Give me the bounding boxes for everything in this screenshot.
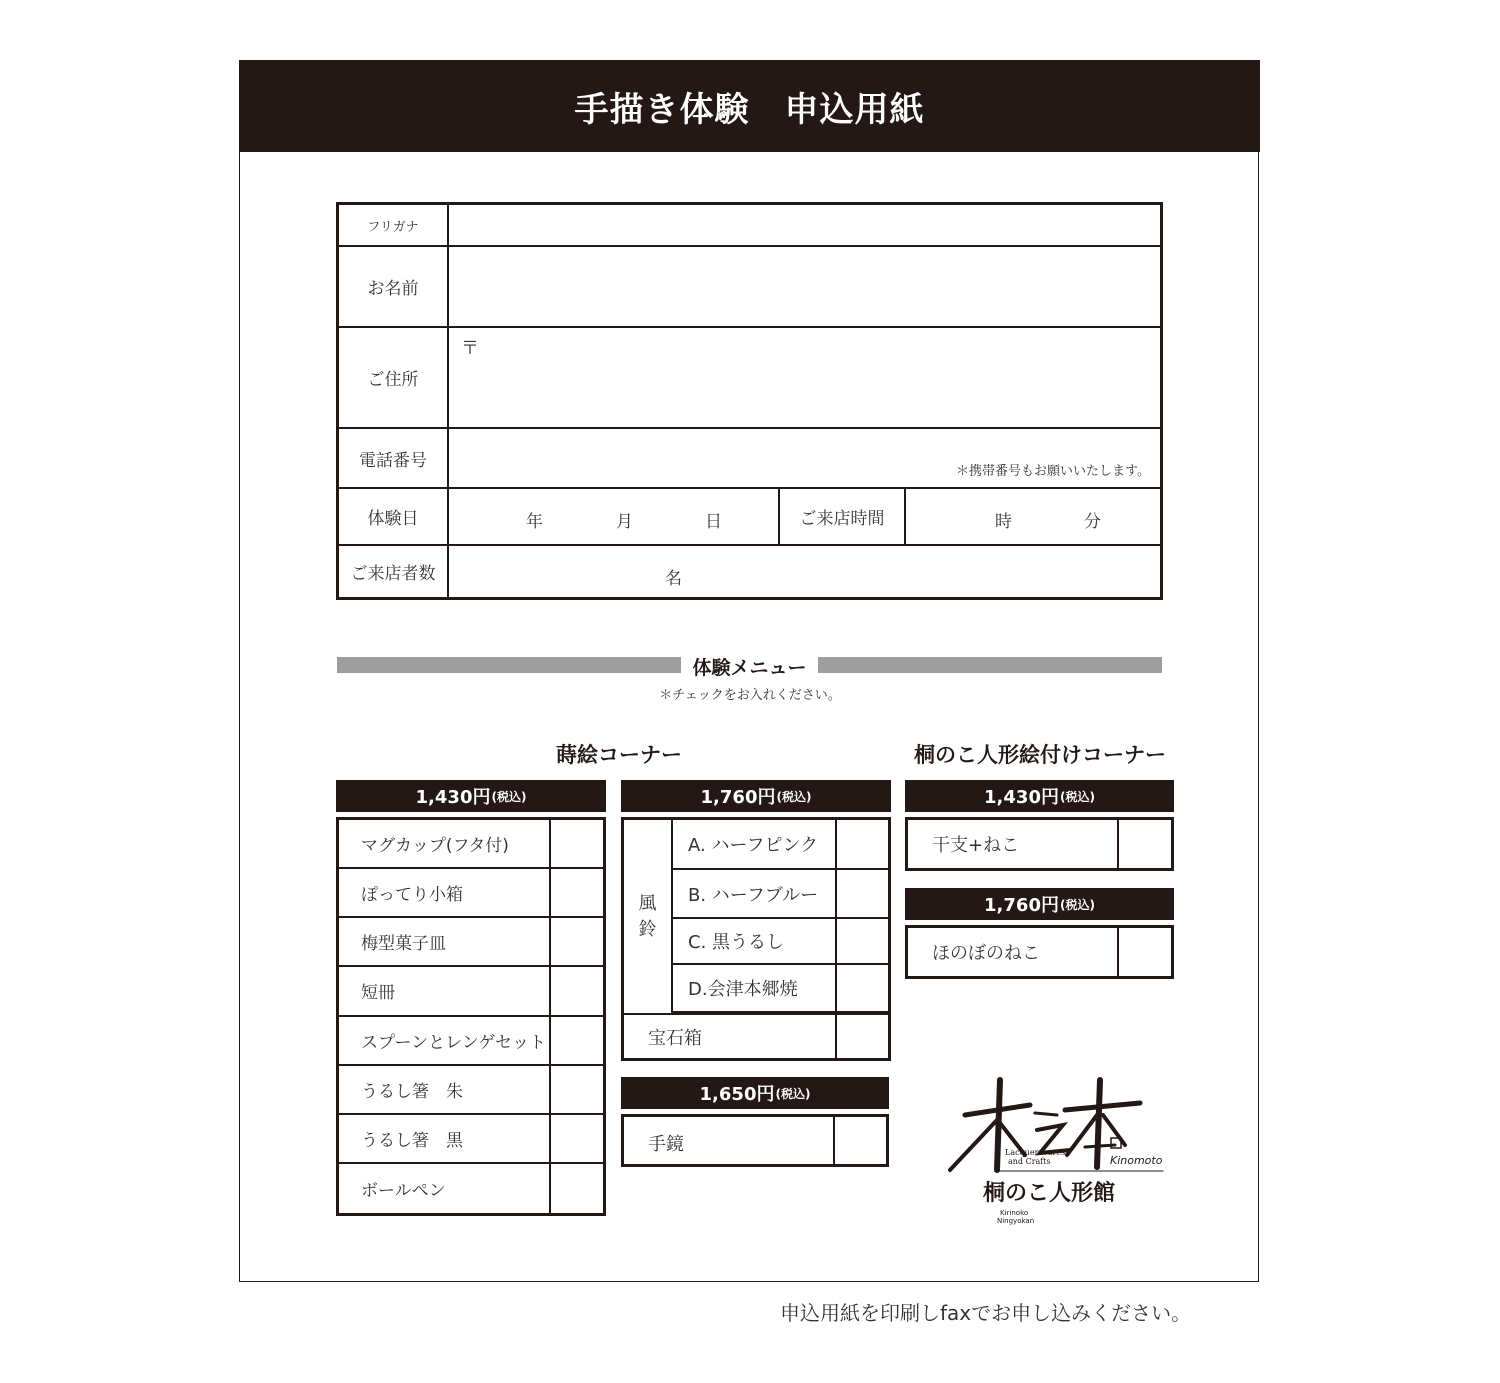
phone-row xyxy=(339,429,1160,489)
checkbox[interactable] xyxy=(549,869,603,916)
checkbox[interactable] xyxy=(835,919,888,963)
item-name: うるし箸 朱 xyxy=(361,1081,463,1102)
makie-1430-list xyxy=(336,817,606,1216)
item-name: 干支+ねこ xyxy=(932,835,1020,856)
checkbox[interactable] xyxy=(549,1017,603,1064)
phone-field[interactable] xyxy=(449,429,1160,487)
price-amount: 1,430円 xyxy=(415,787,491,808)
phone-label: 電話番号 xyxy=(339,429,449,487)
checkbox[interactable] xyxy=(549,1066,603,1113)
persons-unit: 名 xyxy=(665,569,682,589)
month-unit: 月 xyxy=(616,512,633,532)
list-item xyxy=(624,1015,888,1058)
list-item xyxy=(673,965,888,1013)
price-amount: 1,430円 xyxy=(984,787,1059,808)
item-name: 宝石箱 xyxy=(648,1027,702,1049)
item-name: C. 黒うるし xyxy=(688,932,785,953)
name-row xyxy=(339,247,1160,328)
name-field[interactable] xyxy=(449,247,1160,326)
tax-label: (税込) xyxy=(775,1086,811,1101)
page-title: 手描き体験 申込用紙 xyxy=(239,60,1260,152)
tax-label: (税込) xyxy=(776,789,812,804)
visit-time-field[interactable] xyxy=(906,489,1160,544)
checkbox[interactable] xyxy=(835,820,888,868)
minute-unit: 分 xyxy=(1084,512,1101,532)
checkbox[interactable] xyxy=(835,965,888,1011)
item-name: ぽってり小箱 xyxy=(361,885,463,906)
checkbox[interactable] xyxy=(835,870,888,917)
tax-label: (税込) xyxy=(491,789,527,804)
visitors-row xyxy=(339,546,1160,597)
price-amount: 1,760円 xyxy=(700,787,776,808)
furigana-field[interactable] xyxy=(449,205,1160,245)
museum-romaji-2: Ningyokan xyxy=(997,1217,1035,1225)
list-item xyxy=(673,919,888,965)
date-field[interactable] xyxy=(449,489,779,544)
checkbox[interactable] xyxy=(549,1164,603,1213)
makie-corner-title: 蒔絵コーナー xyxy=(556,743,682,767)
footer-note: 申込用紙を印刷しfaxでお申し込みください。 xyxy=(780,1301,1192,1325)
makie-1650-list xyxy=(621,1114,889,1167)
list-item xyxy=(624,1117,886,1164)
item-name: D.会津本郷焼 xyxy=(688,979,798,1000)
address-field[interactable] xyxy=(449,328,1160,427)
list-item xyxy=(339,1164,603,1213)
logo-romaji: Kinomoto xyxy=(1110,1154,1163,1167)
list-item xyxy=(673,870,888,919)
kinomoto-logo xyxy=(945,1075,1170,1235)
item-name: B. ハーフブルー xyxy=(688,884,819,906)
kirinoko-1760-list xyxy=(905,925,1174,979)
price-amount: 1,760円 xyxy=(984,895,1059,916)
item-name: 手鏡 xyxy=(648,1133,684,1155)
list-item xyxy=(673,820,888,870)
menu-title: 体験メニュー xyxy=(692,657,807,679)
item-name: 短冊 xyxy=(361,983,395,1004)
kirinoko-corner-title: 桐のこ人形絵付けコーナー xyxy=(914,743,1166,767)
list-item xyxy=(339,869,603,918)
furigana-label: フリガナ xyxy=(339,205,449,245)
price-header-1760 xyxy=(905,888,1174,920)
checkbox[interactable] xyxy=(835,1015,888,1058)
menu-note: ＊チェックをお入れください。 xyxy=(659,688,841,703)
visitors-field[interactable] xyxy=(449,546,1160,597)
price-header-1650 xyxy=(621,1077,889,1109)
visit-time-label: ご来店時間 xyxy=(799,509,885,529)
item-name: 梅型菓子皿 xyxy=(361,934,446,955)
list-item xyxy=(339,967,603,1016)
list-item xyxy=(908,928,1171,976)
kirinoko-1430-list xyxy=(905,817,1174,871)
phone-note: ＊携帯番号もお願いいたします。 xyxy=(956,464,1150,479)
checkbox[interactable] xyxy=(833,1117,886,1164)
date-row xyxy=(339,489,1160,546)
item-name: うるし箸 黒 xyxy=(361,1130,463,1151)
visitors-label: ご来店者数 xyxy=(339,546,449,597)
list-item xyxy=(339,1115,603,1164)
list-item xyxy=(339,1066,603,1115)
item-name: ほのぼのねこ xyxy=(932,943,1040,964)
item-name: ボールペン xyxy=(361,1180,446,1201)
list-item xyxy=(339,820,603,869)
tax-label: (税込) xyxy=(1059,789,1095,804)
name-label: お名前 xyxy=(339,247,449,326)
checkbox[interactable] xyxy=(549,967,603,1014)
price-header-1430 xyxy=(336,780,606,812)
postal-mark: 〒 xyxy=(461,338,479,359)
checkbox[interactable] xyxy=(1117,820,1171,868)
date-label: 体験日 xyxy=(339,489,449,544)
address-label: ご住所 xyxy=(339,328,449,427)
applicant-table xyxy=(336,202,1163,600)
price-amount: 1,650円 xyxy=(699,1084,775,1105)
price-header-1430 xyxy=(905,780,1174,812)
furin-label: 風 鈴 xyxy=(624,820,673,1013)
hour-unit: 時 xyxy=(995,512,1012,532)
item-name: スプーンとレンゲセット xyxy=(361,1032,547,1053)
year-unit: 年 xyxy=(526,512,543,532)
logo-icon xyxy=(945,1075,1170,1235)
checkbox[interactable] xyxy=(549,820,603,867)
checkbox[interactable] xyxy=(1117,928,1171,976)
checkbox[interactable] xyxy=(549,1115,603,1162)
makie-1760-list xyxy=(621,817,891,1061)
day-unit: 日 xyxy=(705,512,722,532)
list-item xyxy=(339,1017,603,1066)
logo-tagline-2: and Crafts xyxy=(1008,1157,1051,1166)
price-header-1760 xyxy=(621,780,891,812)
item-name: マグカップ(フタ付) xyxy=(361,836,509,857)
list-item xyxy=(339,918,603,967)
item-name: A. ハーフピンク xyxy=(688,835,819,856)
list-item xyxy=(908,820,1171,868)
address-row xyxy=(339,328,1160,429)
furigana-row xyxy=(339,205,1160,247)
checkbox[interactable] xyxy=(549,918,603,965)
logo-tagline-1: Lacquer wares xyxy=(1005,1148,1066,1157)
menu-divider-left xyxy=(337,657,681,673)
menu-divider-right xyxy=(818,657,1162,673)
museum-name: 桐のこ人形館 xyxy=(983,1180,1116,1206)
museum-romaji-1: Kirinoko xyxy=(1000,1209,1029,1217)
tax-label: (税込) xyxy=(1059,897,1095,912)
